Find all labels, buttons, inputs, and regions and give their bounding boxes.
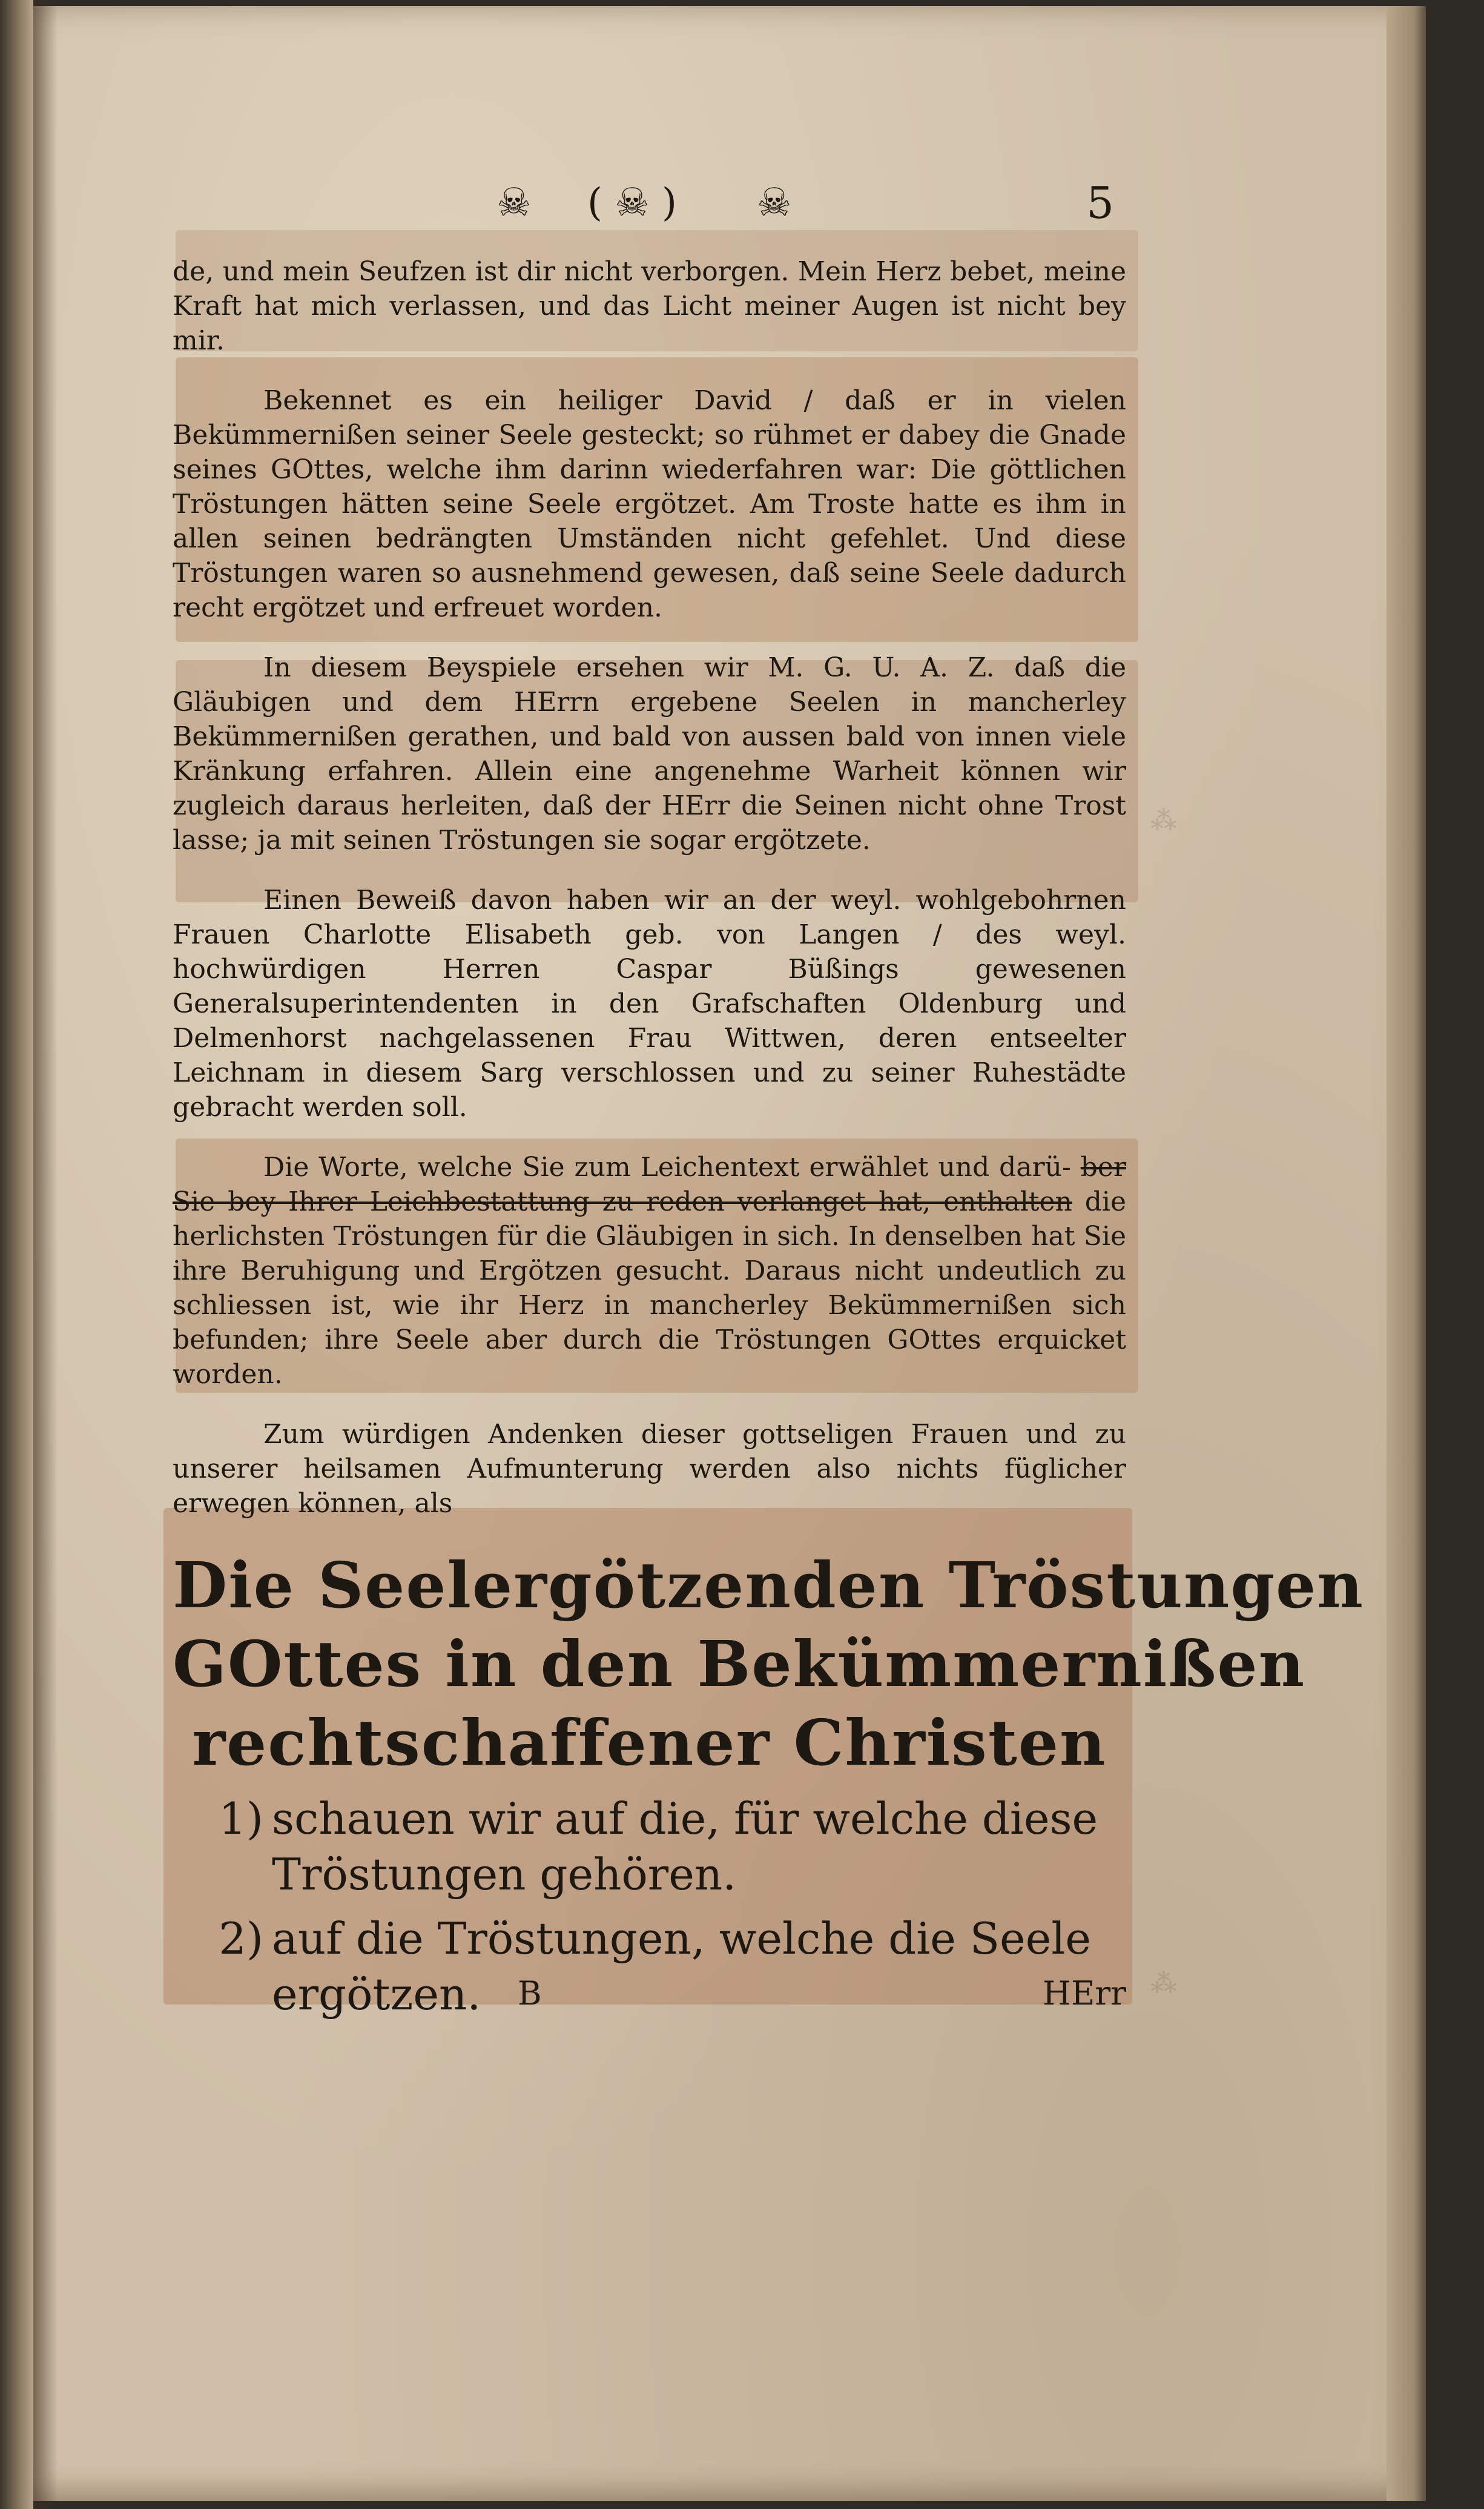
paragraph-2: Bekennet es ein heiliger David / daß er in vielen Bekümmernißen seiner Seele gesteckt; so rühmet er dabey die Gnade seines GOttes, welche ihm darinn wiederfahren war: Die göttlichen Tröstungen hätten seine Seele ergötzet. Am Troste hatte es ihm in allen seinen bedrängten Umständen nicht gefehlet. Und diese Tröstungen waren so ausnehmend gewesen, daß seine Seele dadurch recht ergötzet und erfreuet worden. (173, 385, 1126, 623)
running-header (496, 176, 1114, 242)
skull-ornament-icon: ☠ (757, 180, 792, 225)
paragraph-1: de, und mein Seufzen ist dir nicht verborgen. Mein Herz bebet, meine Kraft hat mich verlassen, und das Licht meiner Augen ist nicht bey mir. (173, 256, 1126, 356)
page-number: 5 (1086, 177, 1114, 228)
signature-mark: B (518, 1974, 542, 2012)
catchword: HErr (1042, 1974, 1126, 2012)
show-through-ghost: ⁂ (1150, 805, 1179, 836)
show-through-ghost: ⁂ (1150, 1968, 1179, 1999)
center-ornament-icon: ( ☠ ) (587, 180, 677, 225)
paragraph-5-rest: die herlichsten Tröstungen für die Gläubigen in sich. In denselben hat Sie ihre Beruhigung und Ergötzen gesucht. Daraus nicht undeutlich zu schliessen ist, wie ihr Herz in mancherley Bekümmernißen sich befunden; ihre Seele aber durch die Tröstungen GOttes erquicket worden. (173, 1186, 1126, 1390)
part-text: auf die Tröstungen, welche die Seele (272, 1913, 1091, 1964)
paragraph-3: In diesem Beyspiele ersehen wir M. G. U. A. Z. daß die Gläubigen und dem HErrn ergebene Seelen in mancherley Bekümmernißen gerathen, und bald von aussen bald von innen viele Kränkung erfahren. Allein eine angenehme Warheit können wir zugleich daraus herleiten, daß der HErr die Seinen nicht ohne Trost lasse; ja mit seinen Tröstungen sie sogar ergötzete. (173, 652, 1126, 856)
sermon-part-1 (173, 1791, 1126, 1902)
part-continuation: Tröstungen gehören. (272, 1849, 737, 1900)
part-number: 2) (219, 1913, 263, 1964)
title-line-1: Die Seelergötzenden Tröstungen (173, 1548, 1364, 1622)
previous-page-edge (0, 0, 33, 2509)
spine-shadow (33, 0, 58, 2509)
body-text (173, 254, 1364, 2022)
skull-ornament-icon: ☠ (496, 180, 532, 225)
page-footer (173, 1974, 1126, 2041)
page-edge-right (1387, 6, 1426, 2501)
sermon-title (173, 1546, 1364, 1782)
paragraph-5 (173, 1150, 1126, 1392)
paragraph-4: Einen Beweiß davon haben wir an der weyl. wohlgebohrnen Frauen Charlotte Elisabeth geb. von Langen / des weyl. hochwürdigen Herren Caspar Büßings gewesenen Generalsuperintendenten in den Grafschaften Oldenburg und Delmenhorst nachgelassenen Frau Wittwen, deren entseelter Leichnam in diesem Sarg verschlossen und zu seiner Ruhestädte gebracht werden soll. (173, 885, 1126, 1123)
paragraph-6: Zum würdigen Andenken dieser gottseligen Frauen und zu unserer heilsamen Aufmunterung werden also nichts füglicher erwegen können, als (173, 1419, 1126, 1519)
part-continuation: ergötzen. (272, 1969, 481, 2020)
paragraph-5-line-1: Die Worte, welche Sie zum Leichentext erwählet und darü- (263, 1152, 1071, 1183)
title-line-3: rechtschaffener Christen (192, 1705, 1107, 1780)
struck-through-line: ber Sie bey Ihrer Leichbestattung zu reden verlanget hat, enthalten (173, 1152, 1126, 1217)
part-text: schauen wir auf die, für welche diese (272, 1793, 1098, 1844)
title-line-2: GOttes in den Bekümmernißen (173, 1627, 1306, 1701)
part-number: 1) (219, 1793, 263, 1844)
